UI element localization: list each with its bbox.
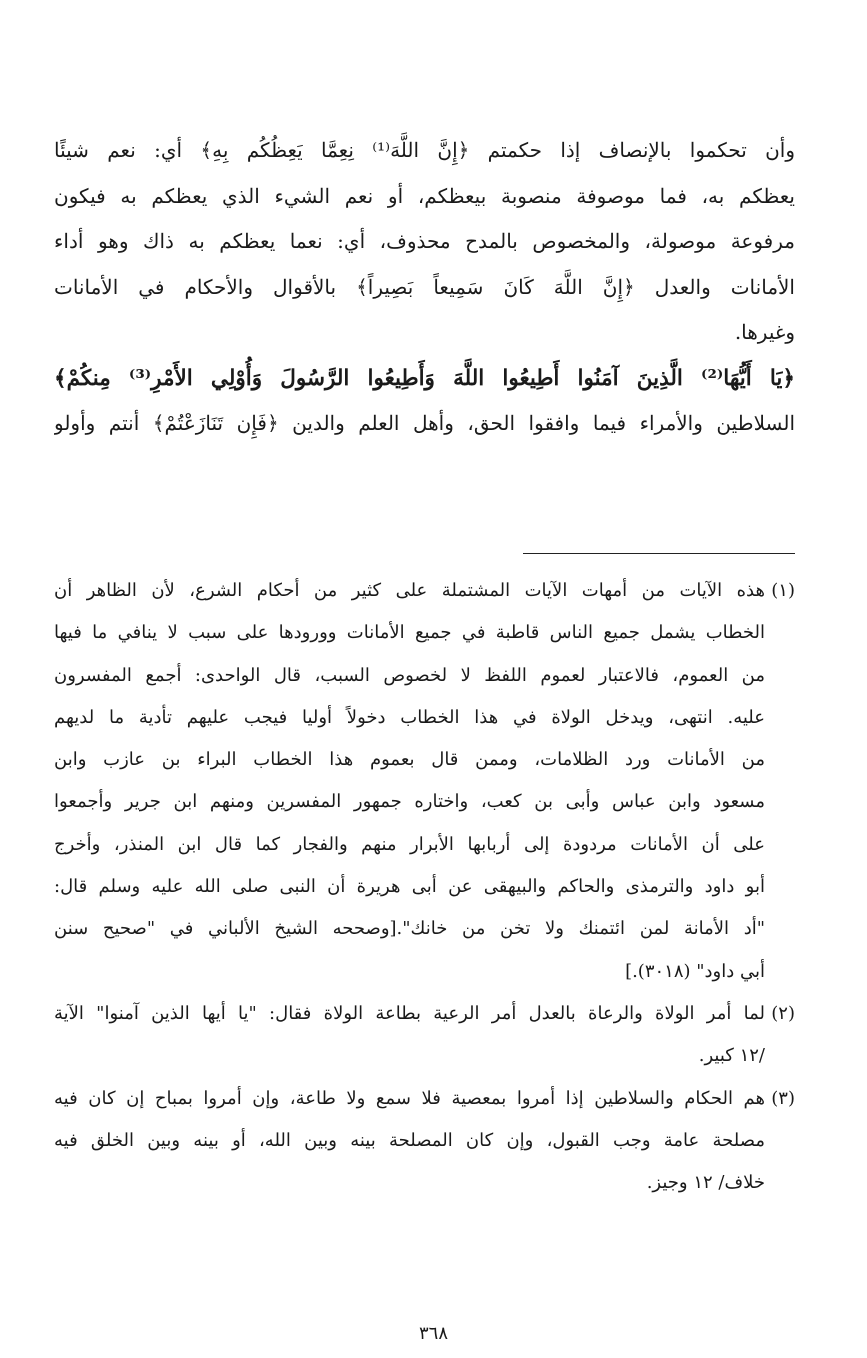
- verse-line: ﴿يَا أَيُّهَا⁽²⁾ الَّذِينَ آمَنُوا أَطِيعُوا اللَّهَ وَأَطِيعُوا الرَّسُولَ وَأُوْلِي الأَمْرِ⁽³⁾ مِنكُمْ﴾: [54, 365, 795, 391]
- main-text: [54, 128, 795, 447]
- footnote-line: على أن الأمانات مردودة إلى أربابها الأبرار منهم والفجار كما قال ابن المنذر، وأخرج: [54, 833, 765, 855]
- main-line: مرفوعة موصولة، والمخصوص بالمدح محذوف، أي: نعما يعظكم به ذاك وهو أداء: [54, 229, 795, 253]
- footnote-number: (٢): [771, 1002, 795, 1024]
- main-line: الأمانات والعدل ﴿إِنَّ اللَّهَ كَانَ سَمِيعاً بَصِيراً﴾ بالأقوال والأحكام في الأمانات: [54, 274, 795, 299]
- footnote-line: أبي داود" (٣٠١٨).]: [625, 960, 765, 982]
- page-number: ٣٦٨: [418, 1323, 448, 1344]
- footnote-line: أبو داود والترمذى والحاكم والبيهقى عن أبى هريرة أن النبى صلى الله عليه وسلم قال:: [54, 876, 765, 898]
- footnote-number: (١): [771, 580, 795, 601]
- footnote-line: من العموم، فالاعتبار لعموم اللفظ لا لخصوص السبب، قال الواحدى: أجمع المفسرون: [54, 664, 765, 686]
- footnote-line: خلاف/ ١٢ وجيز.: [646, 1172, 765, 1194]
- footnote-line: /١٢ كبير.: [698, 1045, 765, 1067]
- footnote-line: (١)هذه الآيات من أمهات الآيات المشتملة على كثير من أحكام الشرع، لأن الظاهر أن: [54, 570, 795, 612]
- main-line: السلاطين والأمراء فيما وافقوا الحق، وأهل العلم والدين ﴿فَإِن تَنَازَعْتُمْ﴾ أنتم وأولو: [54, 411, 795, 435]
- footnote-line: مصلحة عامة وجب القبول، وإن كان المصلحة بينه وبين الله، أو بينه وبين الخلق فيه: [54, 1129, 765, 1151]
- footnotes: [54, 570, 795, 1204]
- footnote-line: (٢)لما أمر الولاة والرعاة بالعدل أمر الرعية بطاعة الولاة فقال: "يا أيها الذين آمنوا" الآية: [54, 993, 795, 1035]
- footnote-3: [54, 1078, 795, 1205]
- footnote-divider: [523, 553, 795, 554]
- footnote-line: (٣)هم الحكام والسلاطين إذا أمروا بمعصية فلا سمع ولا طاعة، وإن أمروا بمباح إن كان فيه: [54, 1078, 795, 1120]
- footnote-line: مسعود وابن عباس وأبى بن كعب، واختاره جمهور المفسرين ومنهم ابن جرير وأجمعوا: [54, 791, 765, 813]
- footnote-line: من الأمانات ورد الظلامات، وممن قال بعموم هذا الخطاب البراء بن عازب وابن: [54, 749, 765, 771]
- footnote-2: [54, 993, 795, 1078]
- footnote-line: "أد الأمانة لمن ائتمنك ولا تخن من خانك".[وصححه الشيخ الألباني في "صحيح سنن: [54, 918, 765, 940]
- footnote-number: (٣): [771, 1087, 795, 1109]
- footnote-line: الخطاب يشمل جميع الناس قاطبة في جميع الأمانات وورودها على سبب لا ينافي ما فيها: [54, 622, 765, 644]
- main-line: وأن تحكموا بالإنصاف إذا حكمتم ﴿إِنَّ اللَّهَ⁽¹⁾ نِعِمَّا يَعِظُكُم بِهِ﴾ أي: نعم شيئًا: [54, 138, 795, 162]
- main-line: وغيرها.: [734, 320, 795, 344]
- footnote-1: [54, 570, 795, 993]
- main-line: يعظكم به، فما موصوفة منصوبة بيعظكم، أو نعم الشيء الذي يعظكم به فيكون: [54, 183, 795, 208]
- footnote-line: عليه. انتهى، ويدخل الولاة في هذا الخطاب دخولاً أوليا فيجب عليهم تأدية ما لديهم: [54, 706, 765, 728]
